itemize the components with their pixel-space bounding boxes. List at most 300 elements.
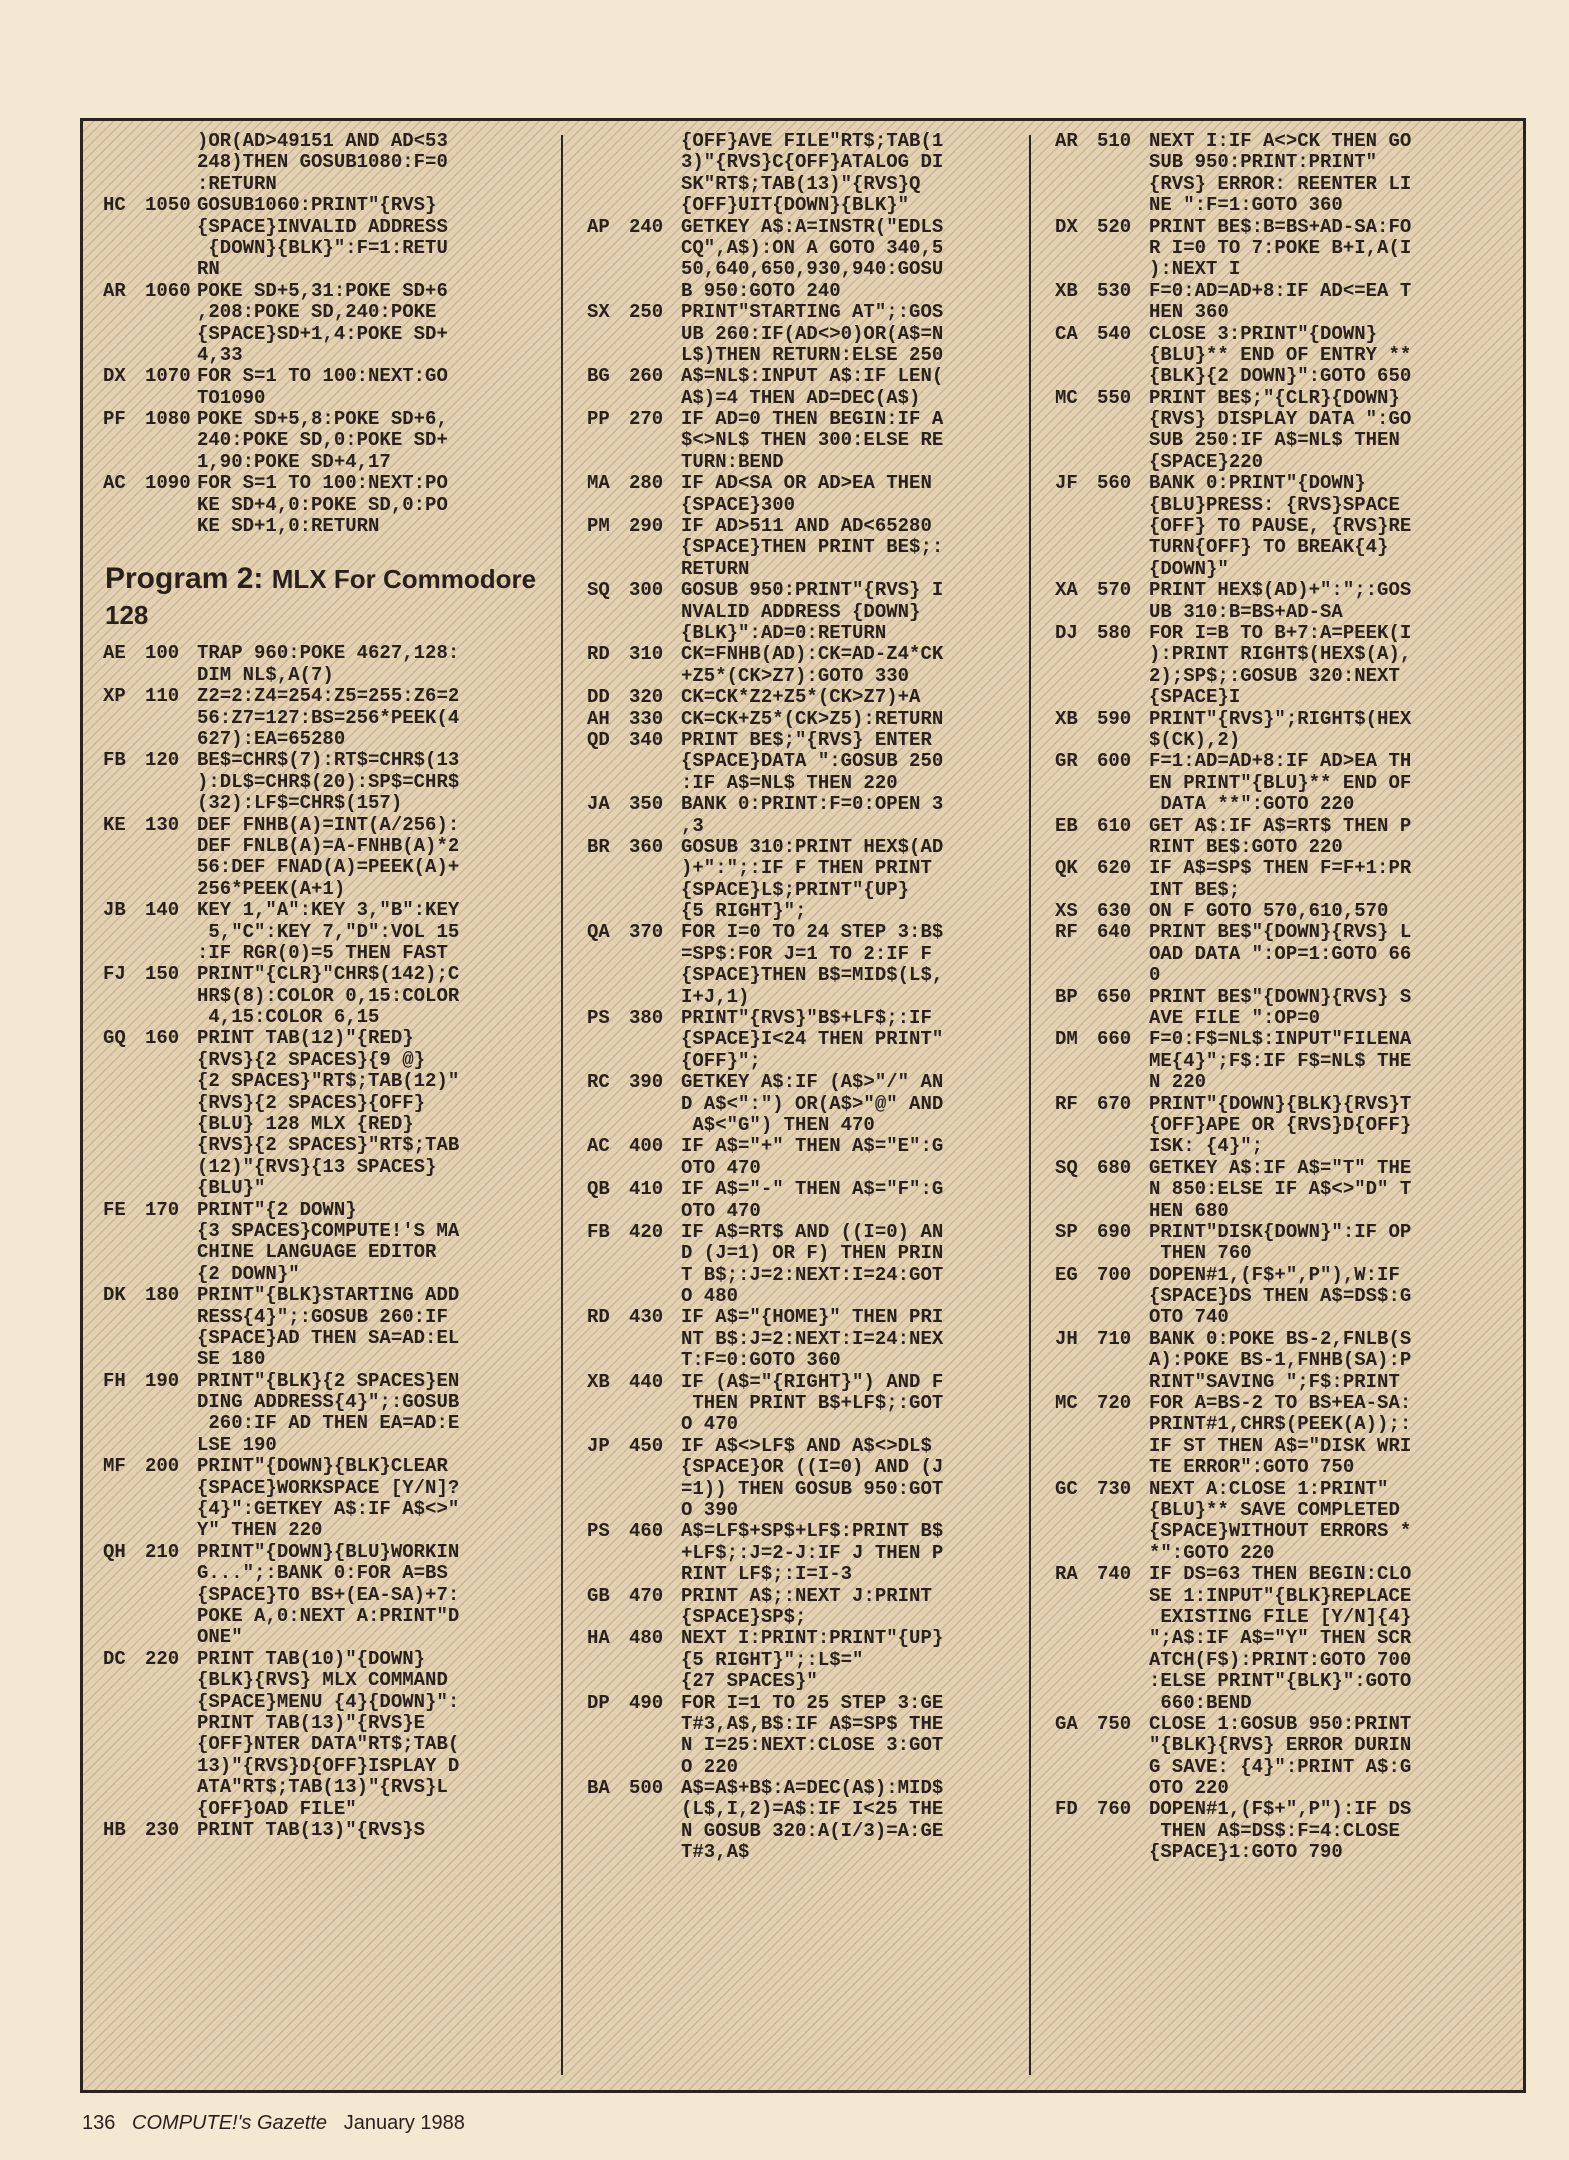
line-number — [629, 1650, 681, 1671]
checksum: MC — [1055, 1392, 1078, 1415]
code-line — [567, 837, 1027, 858]
code-line — [83, 643, 559, 664]
code-text: NEXT I:IF A<>CK THEN GO — [1149, 130, 1412, 152]
code-text: A$)=4 THEN AD=DEC(A$) — [681, 386, 921, 409]
code-text: POKE SD+5,31:POKE SD+6 — [197, 279, 448, 302]
checksum — [83, 1777, 145, 1798]
code-text: IF A$=SP$ THEN F=F+1:PR — [1149, 857, 1412, 880]
code-text: KEY 1,"A":KEY 3,"B":KEY — [197, 899, 460, 922]
line-number — [1097, 1436, 1149, 1457]
code-line — [83, 772, 559, 793]
code-line — [83, 729, 559, 750]
code-text: ISK: {4}"; — [1149, 1135, 1264, 1158]
code-text: {SPACE}1:GOTO 790 — [1149, 1841, 1343, 1864]
code-line — [83, 281, 559, 302]
code-text: ):DL$=CHR$(20):SP$=CHR$ — [197, 770, 460, 793]
line-number — [145, 857, 197, 878]
line-number — [1097, 687, 1149, 708]
checksum — [567, 1051, 629, 1072]
code-text: HR$(8):COLOR 0,15:COLOR — [197, 984, 460, 1007]
code-text: G SAVE: {4}":PRINT A$:G — [1149, 1755, 1412, 1778]
line-number: 650 — [1097, 985, 1132, 1008]
checksum — [83, 1627, 145, 1648]
line-number — [1097, 837, 1149, 858]
line-number: 740 — [1097, 1563, 1132, 1586]
code-line — [83, 217, 559, 238]
checksum: FB — [587, 1220, 610, 1243]
line-number — [1097, 559, 1149, 580]
code-line — [567, 452, 1027, 473]
code-line — [567, 987, 1027, 1008]
line-number: 620 — [1097, 857, 1132, 880]
checksum — [1035, 1693, 1097, 1714]
code-text: {2 SPACES}"RT$;TAB(12)" — [197, 1070, 460, 1093]
code-line — [567, 302, 1027, 323]
code-text: 4,33 — [197, 343, 243, 366]
line-number — [145, 495, 197, 516]
line-number — [145, 1157, 197, 1178]
code-line — [1035, 1008, 1526, 1029]
code-text: N GOSUB 320:A(I/3)=A:GE — [681, 1819, 944, 1842]
code-line — [1035, 1436, 1526, 1457]
line-number — [145, 259, 197, 280]
code-line — [567, 922, 1027, 943]
checksum — [567, 1158, 629, 1179]
code-line — [83, 473, 559, 494]
line-number — [1097, 152, 1149, 173]
code-line — [1035, 880, 1526, 901]
line-number: 410 — [629, 1178, 664, 1201]
code-text: PRINT"{CLR}"CHR$(142);C — [197, 963, 460, 986]
line-number — [1097, 1693, 1149, 1714]
checksum: AR — [103, 279, 126, 302]
code-line — [567, 1799, 1027, 1820]
checksum: FH — [103, 1369, 126, 1392]
code-line — [567, 1158, 1027, 1179]
checksum — [1035, 174, 1097, 195]
checksum — [567, 388, 629, 409]
code-text: A$=NL$:INPUT A$:IF LEN( — [681, 365, 944, 388]
line-number: 330 — [629, 707, 664, 730]
line-number — [629, 1543, 681, 1564]
code-line — [1035, 901, 1526, 922]
code-text: 2);SP$;:GOSUB 320:NEXT — [1149, 664, 1400, 687]
code-line — [1035, 1393, 1526, 1414]
line-number — [145, 708, 197, 729]
code-line — [1035, 1115, 1526, 1136]
checksum — [83, 217, 145, 238]
code-text: F=1:AD=AD+8:IF AD>EA TH — [1149, 750, 1412, 773]
code-text: O 480 — [681, 1285, 739, 1308]
checksum: DJ — [1055, 621, 1078, 644]
code-text: PRINT BE$"{DOWN}{RVS} S — [1149, 985, 1412, 1008]
code-text: TO1090 — [197, 386, 266, 409]
code-text: 50,640,650,930,940:GOSU — [681, 258, 944, 281]
checksum: GR — [1055, 750, 1078, 773]
line-number — [145, 1585, 197, 1606]
line-number — [629, 901, 681, 922]
line-number — [629, 1671, 681, 1692]
code-text: {SPACE}WITHOUT ERRORS * — [1149, 1520, 1412, 1543]
code-line — [1035, 1842, 1526, 1863]
line-number — [145, 836, 197, 857]
checksum — [83, 1670, 145, 1691]
line-number — [629, 174, 681, 195]
checksum: XB — [1055, 279, 1078, 302]
code-line — [83, 900, 559, 921]
code-text: T B$;:J=2:NEXT:I=24:GOT — [681, 1263, 944, 1286]
code-line — [567, 217, 1027, 238]
code-line — [567, 687, 1027, 708]
line-number: 360 — [629, 835, 664, 858]
checksum — [83, 729, 145, 750]
code-line — [83, 708, 559, 729]
program-2-start — [83, 643, 559, 1841]
line-number — [145, 793, 197, 814]
code-line — [83, 174, 559, 195]
code-line — [567, 880, 1027, 901]
checksum — [83, 1093, 145, 1114]
page-number: 136 — [82, 2112, 116, 2134]
code-line — [83, 1670, 559, 1691]
checksum — [567, 1265, 629, 1286]
checksum — [83, 857, 145, 878]
code-text: $<>NL$ THEN 300:ELSE RE — [681, 429, 944, 452]
code-text: TE ERROR":GOTO 750 — [1149, 1456, 1355, 1479]
code-line — [567, 1286, 1027, 1307]
code-line — [83, 1007, 559, 1028]
checksum — [567, 1115, 629, 1136]
checksum: GC — [1055, 1477, 1078, 1500]
code-line — [567, 174, 1027, 195]
line-number — [1097, 1607, 1149, 1628]
line-number: 440 — [629, 1370, 664, 1393]
line-number: 280 — [629, 472, 664, 495]
code-text: {RVS} DISPLAY DATA ":GO — [1149, 408, 1412, 431]
checksum — [83, 793, 145, 814]
line-number — [145, 388, 197, 409]
line-number — [145, 1478, 197, 1499]
checksum — [1035, 1778, 1097, 1799]
line-number — [145, 1135, 197, 1156]
line-number — [629, 238, 681, 259]
code-text: {SPACE}220 — [1149, 450, 1264, 473]
line-number — [629, 1201, 681, 1222]
code-text: *":GOTO 220 — [1149, 1541, 1275, 1564]
code-text: +LF$;:J=2-J:IF J THEN P — [681, 1541, 944, 1564]
code-text: {OFF}AVE FILE"RT$;TAB(1 — [681, 130, 944, 152]
code-line — [83, 1221, 559, 1242]
code-line — [1035, 430, 1526, 451]
checksum: PS — [587, 1007, 610, 1030]
code-line — [1035, 174, 1526, 195]
checksum — [567, 452, 629, 473]
checksum: XB — [587, 1370, 610, 1393]
line-number — [629, 944, 681, 965]
code-text: :RETURN — [197, 172, 277, 195]
code-line — [83, 922, 559, 943]
checksum: XA — [1055, 579, 1078, 602]
code-text: IF A$="{HOME}" THEN PRI — [681, 1306, 944, 1329]
code-line — [83, 495, 559, 516]
code-line — [83, 1563, 559, 1584]
code-text: {BLK}":AD=0:RETURN — [681, 621, 887, 644]
code-line — [1035, 1029, 1526, 1050]
code-line — [83, 345, 559, 366]
checksum — [567, 1201, 629, 1222]
code-text: CK=CK+Z5*(CK>Z5):RETURN — [681, 707, 944, 730]
line-number — [145, 1093, 197, 1114]
checksum: PS — [587, 1520, 610, 1543]
line-number: 530 — [1097, 279, 1132, 302]
line-number — [145, 516, 197, 537]
code-line — [83, 943, 559, 964]
line-number — [629, 1457, 681, 1478]
checksum — [567, 773, 629, 794]
code-line — [567, 1586, 1027, 1607]
code-line — [567, 1222, 1027, 1243]
code-text: {SPACE}WORKSPACE [Y/N]? — [197, 1476, 460, 1499]
checksum — [83, 238, 145, 259]
line-number — [1097, 345, 1149, 366]
code-line — [567, 1051, 1027, 1072]
code-text: O 220 — [681, 1755, 739, 1778]
code-line — [1035, 195, 1526, 216]
line-number — [629, 602, 681, 623]
line-number: 590 — [1097, 707, 1132, 730]
checksum: XP — [103, 685, 126, 708]
line-number — [1097, 1821, 1149, 1842]
checksum — [83, 495, 145, 516]
code-line — [83, 686, 559, 707]
code-text: $(CK),2) — [1149, 728, 1241, 751]
checksum — [83, 1499, 145, 1520]
line-number — [145, 1670, 197, 1691]
code-line — [567, 1350, 1027, 1371]
line-number: 430 — [629, 1306, 664, 1329]
code-text: {DOWN}{BLK}":F=1:RETU — [197, 236, 448, 259]
code-text: PRINT BE$;"{CLR}{DOWN} — [1149, 386, 1400, 409]
code-line — [83, 1456, 559, 1477]
line-number — [145, 1563, 197, 1584]
code-line — [567, 1671, 1027, 1692]
checksum — [567, 1286, 629, 1307]
code-text: SUB 950:PRINT:PRINT" — [1149, 151, 1378, 174]
line-number: 260 — [629, 365, 664, 388]
checksum — [83, 324, 145, 345]
line-number — [1097, 1372, 1149, 1393]
checksum — [567, 195, 629, 216]
checksum: DP — [587, 1691, 610, 1714]
checksum — [1035, 1243, 1097, 1264]
code-text: IF DS=63 THEN BEGIN:CLO — [1149, 1563, 1412, 1586]
code-line — [83, 1392, 559, 1413]
checksum — [1035, 1136, 1097, 1157]
code-line — [1035, 687, 1526, 708]
code-text: NT B$:J=2:NEXT:I=24:NEX — [681, 1327, 944, 1350]
checksum — [567, 537, 629, 558]
line-number — [145, 1328, 197, 1349]
line-number — [629, 259, 681, 280]
code-line — [1035, 1671, 1526, 1692]
line-number — [1097, 174, 1149, 195]
line-number — [145, 729, 197, 750]
code-line — [567, 516, 1027, 537]
checksum: SX — [587, 301, 610, 324]
line-number: 400 — [629, 1135, 664, 1158]
code-text: OTO 470 — [681, 1156, 761, 1179]
line-number: 150 — [145, 963, 180, 986]
code-line — [83, 1435, 559, 1456]
line-number: 480 — [629, 1627, 664, 1650]
checksum — [567, 987, 629, 1008]
code-text: NE ":F=1:GOTO 360 — [1149, 194, 1343, 217]
line-number — [1097, 965, 1149, 986]
line-number: 510 — [1097, 130, 1132, 152]
code-text: {RVS} ERROR: REENTER LI — [1149, 172, 1412, 195]
line-number: 660 — [1097, 1028, 1132, 1051]
code-text: B 950:GOTO 240 — [681, 279, 841, 302]
code-line — [1035, 1586, 1526, 1607]
line-number — [145, 1692, 197, 1713]
code-text: PRINT"{DOWN}{BLK}{RVS}T — [1149, 1092, 1412, 1115]
checksum — [567, 880, 629, 901]
line-number: 560 — [1097, 472, 1132, 495]
code-text: T#3,A$,B$:IF A$=SP$ THE — [681, 1712, 944, 1735]
code-line — [567, 773, 1027, 794]
checksum — [1035, 345, 1097, 366]
line-number: 230 — [145, 1818, 180, 1841]
code-text: I+J,1) — [681, 985, 750, 1008]
checksum — [1035, 1671, 1097, 1692]
code-text: INT BE$; — [1149, 878, 1241, 901]
code-line — [1035, 1136, 1526, 1157]
checksum: BG — [587, 365, 610, 388]
code-line — [83, 388, 559, 409]
line-number — [1097, 644, 1149, 665]
line-number — [629, 1158, 681, 1179]
checksum — [83, 388, 145, 409]
checksum — [83, 1606, 145, 1627]
code-text: PRINT"{RVS}"B$+LF$;:IF — [681, 1007, 932, 1030]
line-number — [629, 1029, 681, 1050]
code-text: GETKEY A$:A=INSTR("EDLS — [681, 215, 944, 238]
line-number — [629, 1757, 681, 1778]
code-line — [83, 302, 559, 323]
checksum — [1035, 516, 1097, 537]
checksum — [83, 302, 145, 323]
line-number — [1097, 430, 1149, 451]
code-text: PRINT"{BLK}{2 SPACES}EN — [197, 1369, 460, 1392]
code-line — [567, 1179, 1027, 1200]
code-line — [83, 1585, 559, 1606]
code-text: AVE FILE ":OP=0 — [1149, 1007, 1321, 1030]
code-line — [567, 388, 1027, 409]
checksum — [567, 1607, 629, 1628]
code-line — [83, 1071, 559, 1092]
code-text: LSE 190 — [197, 1433, 277, 1456]
checksum — [1035, 1436, 1097, 1457]
line-number: 420 — [629, 1220, 664, 1243]
line-number: 170 — [145, 1198, 180, 1221]
line-number — [145, 1178, 197, 1199]
checksum — [83, 1799, 145, 1820]
line-number — [1097, 602, 1149, 623]
checksum — [567, 944, 629, 965]
code-line — [567, 666, 1027, 687]
line-number — [1097, 195, 1149, 216]
checksum — [567, 430, 629, 451]
checksum — [1035, 1179, 1097, 1200]
checksum — [567, 1029, 629, 1050]
checksum — [83, 1135, 145, 1156]
code-text: NEXT A:CLOSE 1:PRINT" — [1149, 1477, 1389, 1500]
checksum: DC — [103, 1647, 126, 1670]
checksum — [1035, 537, 1097, 558]
checksum: FB — [103, 749, 126, 772]
checksum — [1035, 495, 1097, 516]
line-number: 1080 — [145, 408, 191, 431]
checksum: BA — [587, 1777, 610, 1800]
line-number: 270 — [629, 408, 664, 431]
checksum: SQ — [1055, 1156, 1078, 1179]
code-line — [1035, 1350, 1526, 1371]
code-text: {SPACE}THEN B$=MID$(L$, — [681, 964, 944, 987]
code-text: {BLU}PRESS: {RVS}SPACE — [1149, 493, 1400, 516]
code-text: ME{4}";F$:IF F$=NL$ THE — [1149, 1049, 1412, 1072]
line-number — [1097, 880, 1149, 901]
checksum — [1035, 1586, 1097, 1607]
column-divider — [1029, 135, 1031, 2075]
line-number: 300 — [629, 579, 664, 602]
line-number — [629, 1051, 681, 1072]
checksum: PF — [103, 408, 126, 431]
checksum — [1035, 152, 1097, 173]
line-number: 630 — [1097, 900, 1132, 923]
line-number — [145, 345, 197, 366]
code-line — [83, 238, 559, 259]
code-line — [1035, 1693, 1526, 1714]
checksum — [567, 1757, 629, 1778]
code-line — [567, 430, 1027, 451]
code-line — [567, 1436, 1027, 1457]
line-number — [1097, 1457, 1149, 1478]
checksum: JB — [103, 899, 126, 922]
checksum — [83, 943, 145, 964]
code-line — [83, 815, 559, 836]
listing-column-2 — [567, 131, 1027, 1864]
line-number — [1097, 1008, 1149, 1029]
code-text: GET A$:IF A$=RT$ THEN P — [1149, 814, 1412, 837]
code-text: (L$,I,2)=A$:IF I<25 THE — [681, 1798, 944, 1821]
code-text: PRINT"{DOWN}{BLU}WORKIN — [197, 1540, 460, 1563]
code-text: DOPEN#1,(F$+",P"),W:IF — [1149, 1263, 1400, 1286]
line-number — [145, 174, 197, 195]
line-number — [145, 1734, 197, 1755]
code-line — [83, 1692, 559, 1713]
checksum — [1035, 1628, 1097, 1649]
code-line — [1035, 730, 1526, 751]
code-text: PRINT BE$"{DOWN}{RVS} L — [1149, 921, 1412, 944]
checksum — [83, 1413, 145, 1434]
checksum — [1035, 1051, 1097, 1072]
code-line — [1035, 537, 1526, 558]
code-line — [1035, 1757, 1526, 1778]
code-text: ONE" — [197, 1626, 243, 1649]
code-line — [1035, 495, 1526, 516]
code-text: {SPACE}DATA ":GOSUB 250 — [681, 750, 944, 773]
code-line — [83, 430, 559, 451]
